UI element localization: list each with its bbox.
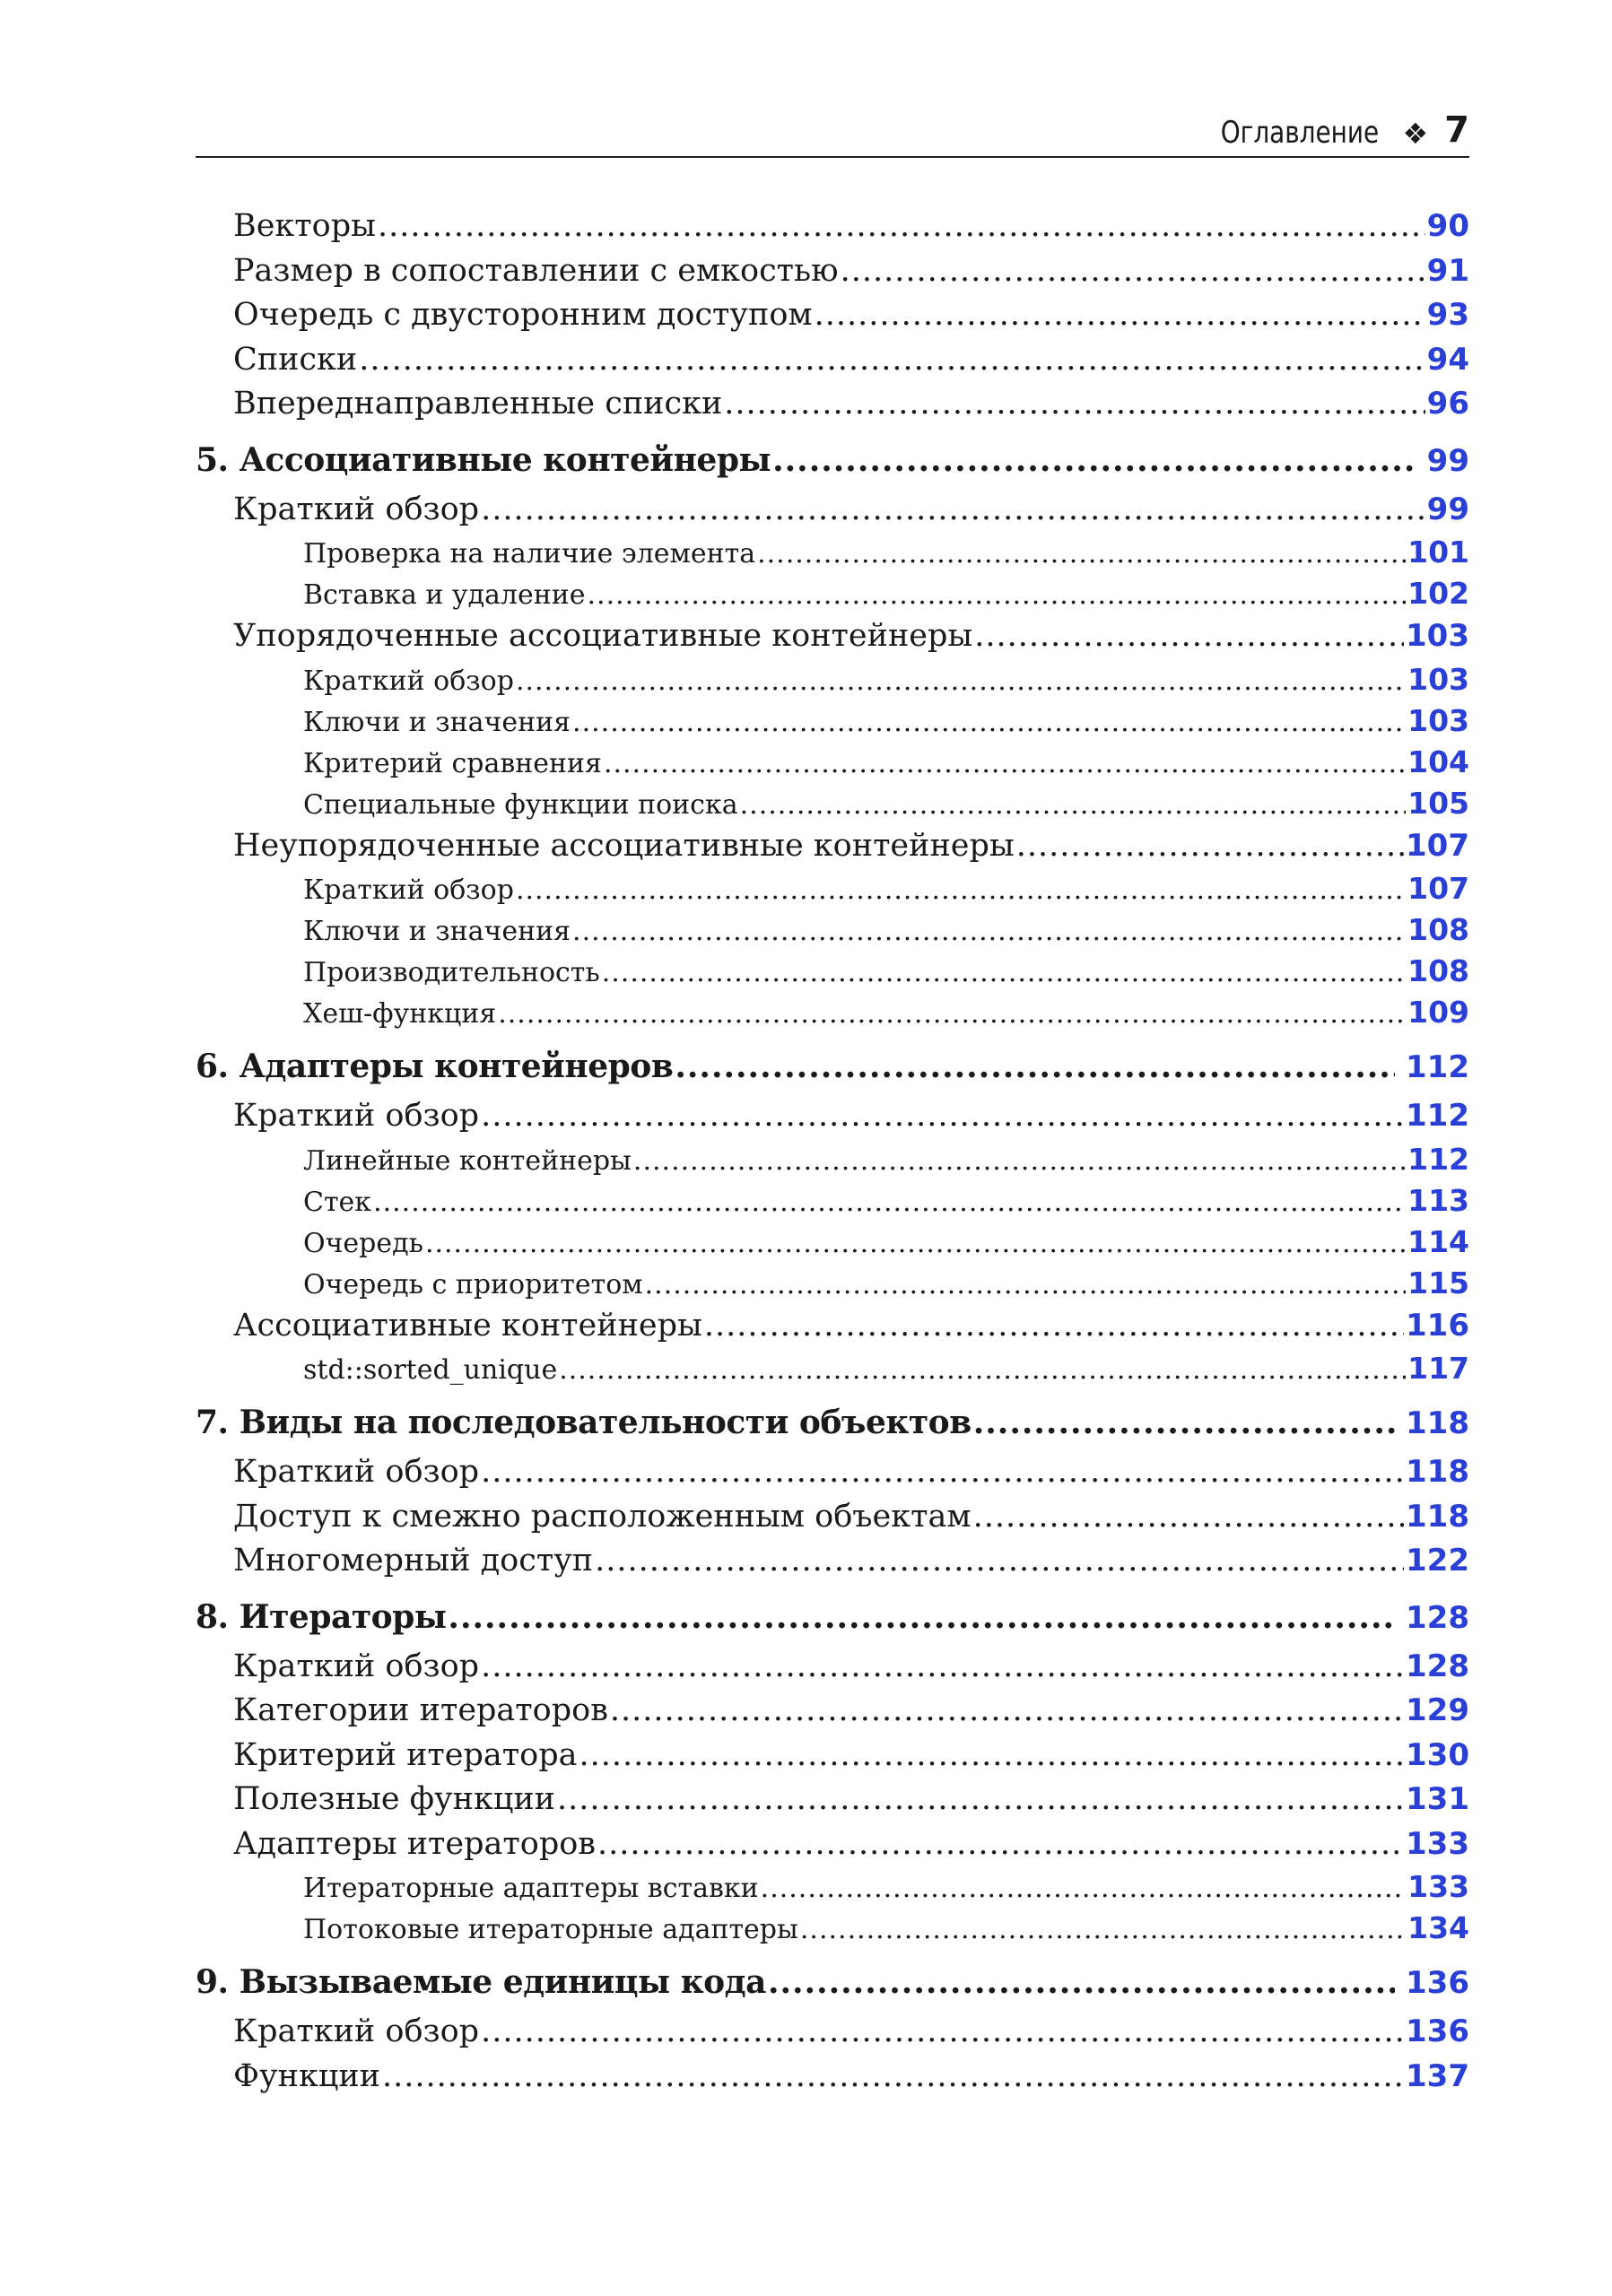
toc-entry-title: Векторы — [233, 208, 377, 244]
toc-entry-page[interactable]: 107 — [1407, 871, 1469, 906]
dot-leader — [359, 338, 1425, 383]
dot-leader — [516, 870, 1406, 909]
dot-leader — [800, 1909, 1406, 1949]
toc-subsection[interactable] — [196, 1139, 1469, 1180]
toc-entry-title: Ключи и значения — [303, 706, 571, 738]
toc-chapter[interactable] — [196, 1395, 1469, 1450]
toc-entry-page[interactable]: 103 — [1407, 702, 1469, 738]
toc-section[interactable] — [196, 1645, 1469, 1690]
page-number: 7 — [1444, 109, 1469, 151]
toc-section[interactable] — [196, 1094, 1469, 1139]
running-title: Оглавление — [1221, 115, 1380, 151]
dot-leader — [772, 432, 1416, 488]
toc-entry-page[interactable]: 93 — [1426, 297, 1469, 333]
toc-entry-page[interactable]: 112 — [1406, 1098, 1469, 1134]
toc-entry-title: Ассоциативные контейнеры — [233, 1307, 702, 1344]
dot-leader — [1016, 824, 1404, 869]
dot-leader — [768, 1954, 1395, 2010]
toc-section[interactable] — [196, 382, 1469, 427]
toc-entry-page[interactable]: 118 — [1406, 1454, 1469, 1490]
toc-entry-page[interactable]: 136 — [1406, 1965, 1469, 2001]
toc-entry-page[interactable]: 91 — [1426, 252, 1469, 289]
toc-entry-page[interactable]: 117 — [1407, 1351, 1469, 1386]
toc-entry-page[interactable]: 134 — [1407, 1910, 1469, 1945]
dot-leader — [378, 204, 1425, 249]
toc-entry-page[interactable]: 109 — [1407, 995, 1469, 1030]
toc-section[interactable] — [196, 338, 1469, 383]
dot-leader — [516, 661, 1406, 700]
dot-leader — [675, 1039, 1395, 1094]
toc-entry-page[interactable]: 99 — [1426, 442, 1469, 479]
toc-subsection[interactable] — [196, 742, 1469, 783]
toc-entry-page[interactable]: 96 — [1426, 386, 1469, 422]
toc-entry-title: Ключи и значения — [303, 916, 571, 947]
toc-section[interactable] — [196, 1689, 1469, 1734]
dot-leader — [559, 1350, 1406, 1389]
toc-section[interactable] — [196, 1495, 1469, 1540]
toc-entry-title: 7. Виды на последовательности объектов — [196, 1404, 972, 1441]
toc-entry-title: Критерий итератора — [233, 1736, 578, 1773]
toc-subsection[interactable] — [196, 992, 1469, 1033]
toc-entry-page[interactable]: 94 — [1426, 341, 1469, 378]
toc-entry-page[interactable]: 136 — [1406, 2013, 1469, 2049]
toc-entry-title: Критерий сравнения — [303, 747, 602, 779]
toc-section[interactable] — [196, 204, 1469, 249]
toc-entry-page[interactable]: 104 — [1407, 744, 1469, 779]
toc-entry-page[interactable]: 108 — [1407, 912, 1469, 947]
toc-entry-page[interactable]: 128 — [1406, 1599, 1469, 1636]
dot-leader — [597, 1822, 1404, 1867]
dot-leader — [724, 382, 1425, 427]
dot-leader — [815, 293, 1425, 338]
ornament-icon: ❖ — [1402, 117, 1429, 151]
toc-entry-page[interactable]: 115 — [1407, 1265, 1469, 1300]
toc-subsection[interactable] — [196, 783, 1469, 824]
toc-entry-title: Доступ к смежно расположенным объектам — [233, 1498, 972, 1535]
toc-entry-page[interactable]: 102 — [1407, 576, 1469, 611]
table-of-contents — [196, 204, 1469, 2099]
toc-entry-title: Хеш-функция — [303, 998, 497, 1030]
toc-entry-title: Стек — [303, 1186, 372, 1218]
dot-leader — [602, 952, 1406, 992]
toc-chapter[interactable] — [196, 1954, 1469, 2010]
toc-subsection[interactable] — [196, 700, 1469, 742]
dot-leader — [572, 702, 1406, 742]
toc-entry-title: 6. Адаптеры контейнеров — [196, 1048, 674, 1085]
toc-chapter[interactable] — [196, 432, 1469, 488]
dot-leader — [595, 1539, 1404, 1584]
dot-leader — [704, 1304, 1404, 1349]
toc-subsection[interactable] — [196, 868, 1469, 909]
toc-entry-page[interactable]: 122 — [1406, 1543, 1469, 1578]
toc-entry-page[interactable]: 107 — [1406, 827, 1469, 864]
toc-entry-page[interactable]: 90 — [1426, 208, 1469, 244]
dot-leader — [498, 994, 1406, 1033]
toc-subsection[interactable] — [196, 1180, 1469, 1222]
toc-entry-page[interactable]: 128 — [1406, 1648, 1469, 1684]
dot-leader — [974, 614, 1404, 659]
dot-leader — [481, 1094, 1404, 1139]
toc-entry-page[interactable]: 114 — [1407, 1223, 1469, 1259]
dot-leader — [757, 534, 1406, 573]
toc-entry-title: Очередь — [303, 1227, 423, 1259]
toc-entry-title: Краткий обзор — [303, 874, 514, 906]
toc-entry-page[interactable]: 130 — [1406, 1736, 1469, 1773]
toc-subsection[interactable] — [196, 1866, 1469, 1908]
toc-entry-page[interactable]: 133 — [1406, 1825, 1469, 1862]
dot-leader — [761, 1868, 1406, 1908]
toc-entry-title: Очередь с приоритетом — [303, 1268, 643, 1300]
toc-subsection[interactable] — [196, 659, 1469, 700]
toc-section[interactable] — [196, 1822, 1469, 1867]
dot-leader — [425, 1223, 1406, 1263]
toc-entry-page[interactable]: 112 — [1407, 1141, 1469, 1177]
toc-entry-page[interactable]: 108 — [1407, 953, 1469, 988]
toc-entry-title: Краткий обзор — [233, 1098, 480, 1134]
dot-leader — [588, 575, 1407, 614]
toc-subsection[interactable] — [196, 1222, 1469, 1263]
toc-entry-title: Краткий обзор — [303, 665, 514, 697]
toc-entry-page[interactable]: 101 — [1407, 535, 1469, 570]
dot-leader — [557, 1778, 1404, 1822]
toc-subsection[interactable] — [196, 532, 1469, 573]
toc-entry-title: Линейные контейнеры — [303, 1144, 632, 1177]
toc-entry-page[interactable]: 99 — [1426, 491, 1469, 527]
dot-leader — [382, 2055, 1404, 2100]
toc-entry-title: Краткий обзор — [233, 491, 480, 527]
toc-entry-title: Упорядоченные ассоциативные контейнеры — [233, 618, 973, 654]
toc-entry-page[interactable]: 105 — [1407, 785, 1469, 821]
toc-entry-title: Категории итераторов — [233, 1692, 608, 1728]
toc-entry-title: Вставка и удаление — [303, 579, 586, 611]
dot-leader — [448, 1589, 1395, 1645]
toc-entry-page[interactable]: 116 — [1406, 1307, 1469, 1344]
toc-entry-page[interactable]: 129 — [1406, 1692, 1469, 1728]
toc-entry-title: Производительность — [303, 957, 600, 988]
toc-entry-title: Списки — [233, 341, 358, 378]
dot-leader — [579, 1734, 1404, 1779]
dot-leader — [973, 1395, 1395, 1450]
toc-entry-title: 9. Вызываемые единицы кода — [196, 1963, 766, 2001]
toc-entry-title: std::sorted_unique — [303, 1354, 558, 1386]
toc-entry-page[interactable]: 118 — [1406, 1498, 1469, 1535]
dot-leader — [481, 1450, 1404, 1495]
toc-chapter[interactable] — [196, 1039, 1469, 1094]
toc-entry-title: Краткий обзор — [233, 2013, 480, 2049]
toc-entry-title: Полезные функции — [233, 1781, 556, 1817]
toc-entry-page[interactable]: 103 — [1406, 618, 1469, 654]
toc-entry-page[interactable]: 118 — [1406, 1405, 1469, 1441]
toc-entry-title: Адаптеры итераторов — [233, 1825, 597, 1862]
toc-section[interactable] — [196, 488, 1469, 533]
toc-section[interactable] — [196, 2055, 1469, 2100]
dot-leader — [481, 1645, 1404, 1690]
toc-entry-title: Впереднаправленные списки — [233, 386, 723, 422]
dot-leader — [373, 1182, 1406, 1222]
toc-subsection[interactable] — [196, 951, 1469, 992]
dot-leader — [481, 488, 1425, 533]
toc-subsection[interactable] — [196, 573, 1469, 614]
toc-chapter[interactable] — [196, 1589, 1469, 1645]
dot-leader — [604, 744, 1406, 783]
toc-section[interactable] — [196, 2010, 1469, 2055]
toc-entry-page[interactable]: 133 — [1407, 1869, 1469, 1904]
toc-section[interactable] — [196, 1778, 1469, 1822]
toc-subsection[interactable] — [196, 1908, 1469, 1949]
toc-section[interactable] — [196, 249, 1469, 294]
dot-leader — [610, 1689, 1404, 1734]
toc-entry-title: 8. Итераторы — [196, 1597, 447, 1636]
toc-entry-title: Проверка на наличие элемента — [303, 538, 756, 570]
toc-entry-title: Очередь с двусторонним доступом — [233, 297, 813, 333]
toc-entry-page[interactable]: 113 — [1407, 1182, 1469, 1218]
dot-leader — [740, 785, 1406, 824]
toc-entry-title: 5. Ассоциативные контейнеры — [196, 440, 771, 479]
dot-leader — [481, 2010, 1404, 2055]
dot-leader — [973, 1495, 1404, 1540]
toc-subsection[interactable] — [196, 1263, 1469, 1304]
toc-section[interactable] — [196, 1450, 1469, 1495]
toc-entry-title: Краткий обзор — [233, 1648, 480, 1684]
toc-section[interactable] — [196, 293, 1469, 338]
toc-section[interactable] — [196, 1539, 1469, 1584]
running-header — [196, 106, 1469, 158]
toc-section[interactable] — [196, 1304, 1469, 1349]
toc-entry-title: Итераторные адаптеры вставки — [303, 1873, 759, 1904]
toc-entry-title: Потоковые итераторные адаптеры — [303, 1914, 798, 1945]
toc-section[interactable] — [196, 824, 1469, 869]
toc-entry-page[interactable]: 131 — [1406, 1781, 1469, 1817]
dot-leader — [841, 249, 1425, 294]
toc-section[interactable] — [196, 614, 1469, 659]
dot-leader — [633, 1141, 1406, 1180]
toc-subsection[interactable] — [196, 909, 1469, 951]
toc-entry-title: Краткий обзор — [233, 1454, 480, 1490]
toc-entry-page[interactable]: 112 — [1406, 1049, 1469, 1085]
toc-entry-title: Неупорядоченные ассоциативные контейнеры — [233, 827, 1015, 864]
toc-entry-page[interactable]: 103 — [1407, 661, 1469, 697]
toc-entry-title: Специальные функции поиска — [303, 788, 738, 821]
dot-leader — [572, 911, 1406, 951]
toc-subsection[interactable] — [196, 1348, 1469, 1389]
toc-entry-page[interactable]: 137 — [1406, 2057, 1469, 2094]
toc-entry-title: Размер в сопоставлении с емкостью — [233, 252, 839, 289]
dot-leader — [645, 1265, 1406, 1304]
toc-entry-title: Функции — [233, 2057, 381, 2094]
toc-section[interactable] — [196, 1734, 1469, 1779]
toc-entry-title: Многомерный доступ — [233, 1543, 594, 1578]
